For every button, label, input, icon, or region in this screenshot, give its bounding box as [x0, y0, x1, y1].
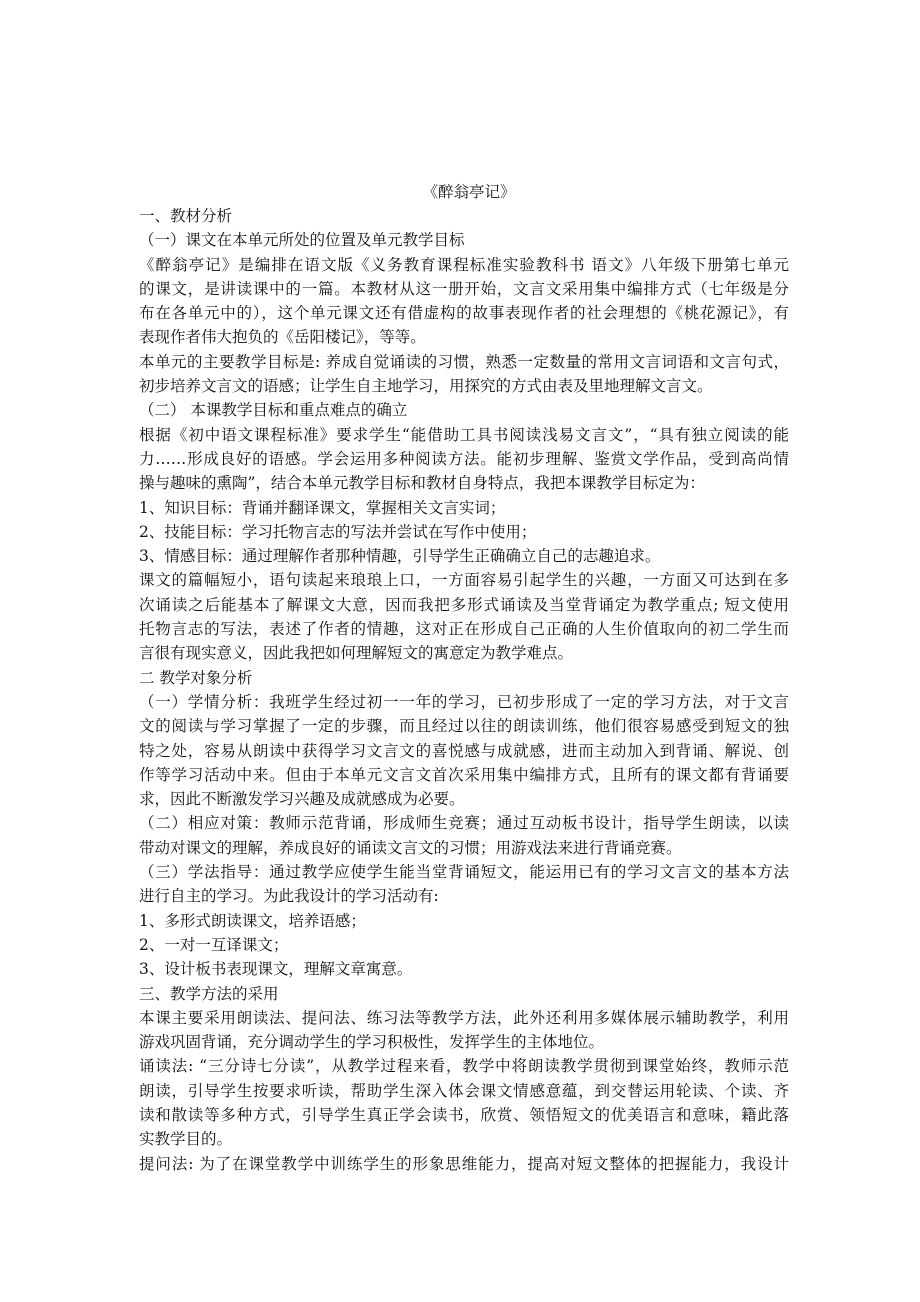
- text-line: （三）学法指导：通过教学应使学生能当堂背诵短文，能运用已有的学习文言文的基本方法: [139, 863, 789, 882]
- text-line: 诵读法: “三分诗七分读”，从教学过程来看，教学中将朗读教学贯彻到课堂始终，教师示范: [139, 1057, 789, 1076]
- text-line: 进行自主的学习。为此我设计的学习活动有:: [139, 887, 439, 906]
- document-body: [139, 180, 789, 1176]
- text-line: 1、知识目标：背诵并翻译课文，掌握相关文言实词；: [139, 498, 506, 517]
- text-line: 初步培养文言文的语感；让学生自主地学习，用探究的方式由表及里地理解文言文。: [139, 377, 713, 396]
- text-line: 3、情感目标：通过理解作者那种情趣，引导学生正确确立自己的志趣追求。: [139, 547, 661, 566]
- text-line: 带动对课文的理解，养成良好的诵读文言文的习惯；用游戏法来进行背诵竞赛。: [139, 838, 682, 857]
- text-line: 文的阅读与学习掌握了一定的步骤，而且经过以往的朗读训练，他们很容易感受到短文的独: [139, 717, 789, 736]
- text-line: 二 教学对象分析: [139, 668, 253, 687]
- text-line: 三、教学方法的采用: [139, 984, 279, 1003]
- text-line: （一）学情分析：我班学生经过初一一年的学习，已初步形成了一定的学习方法，对于文言: [139, 692, 789, 711]
- text-line: 力……形成良好的语感。学会运用多种阅读方法。能初步理解、鉴赏文学作品，受到高尚情: [139, 449, 789, 468]
- text-line: 求，因此不断激发学习兴趣及成就感成为必要。: [139, 790, 465, 809]
- document-title: 《醉翁亭记》: [422, 183, 516, 201]
- text-line: （二） 本课教学目标和重点难点的确立: [139, 401, 408, 420]
- text-line: 的课文，是讲读课中的一篇。本教材从这一册开始，文言文采用集中编排方式（七年级是分: [139, 279, 789, 298]
- text-line: 实教学目的。: [139, 1130, 233, 1149]
- text-line: 1、多形式朗读课文，培养语感；: [139, 911, 366, 930]
- text-line: 次诵读之后能基本了解课文大意，因而我把多形式诵读及当堂背诵定为教学重点; 短文使用: [139, 595, 789, 614]
- text-line: 作等学习活动中来。但由于本单元文言文首次采用集中编排方式，且所有的课文都有背诵要: [139, 765, 789, 784]
- text-line: 布在各单元中的），这个单元课文还有借虚构的故事表现作者的社会理想的《桃花源记》，有: [139, 304, 789, 323]
- text-line: 特之处，容易从朗读中获得学习文言文的喜悦感与成就感，进而主动加入到背诵、解说、创: [139, 741, 789, 760]
- text-line: 表现作者伟大抱负的《岳阳楼记》，等等。: [139, 328, 426, 347]
- text-line: 言很有现实意义，因此我把如何理解短文的寓意定为教学难点。: [139, 644, 574, 663]
- text-line: 3、设计板书表现课文，理解文章寓意。: [139, 960, 413, 979]
- text-line: 读和散读等多种方式，引导学生真正学会读书，欣赏、领悟短文的优美语言和意味，籍此落: [139, 1105, 789, 1124]
- text-line: 2、技能目标：学习托物言志的写法并尝试在写作中使用；: [139, 522, 537, 541]
- text-line: 根据《初中语文课程标准》要求学生“能借助工具书阅读浅易文言文”，“具有独立阅读的能: [139, 425, 789, 444]
- text-line: 托物言志的写法，表述了作者的情趣，这对正在形成自己正确的人生价值取向的初二学生而: [139, 620, 789, 639]
- text-line: 操与趣味的熏陶”，结合本单元教学目标和教材自身特点，我把本课教学目标定为：: [139, 474, 705, 493]
- text-line: （二）相应对策：教师示范背诵，形成师生竞赛；通过互动板书设计，指导学生朗读，以读: [139, 814, 789, 833]
- text-line: 朗读，引导学生按要求听读，帮助学生深入体会课文情感意蕴，到交替运用轮读、个读、齐: [139, 1081, 789, 1100]
- text-line: 课文的篇幅短小，语句读起来琅琅上口，一方面容易引起学生的兴趣，一方面又可达到在多: [139, 571, 789, 590]
- text-line: 2、一对一互译课文；: [139, 935, 289, 954]
- text-line: 一、教材分析: [139, 207, 233, 225]
- text-line: 本单元的主要教学目标是: 养成自觉诵读的习惯，熟悉一定数量的常用文言词语和文言句式，: [139, 352, 789, 371]
- paragraph-lines: [139, 204, 789, 1176]
- text-line: 提问法: 为了在课堂教学中训练学生的形象思维能力，提高对短文整体的把握能力，我设计: [139, 1154, 789, 1173]
- text-line: 本课主要采用朗读法、提问法、练习法等教学方法，此外还利用多媒体展示辅助教学，利用: [139, 1008, 789, 1027]
- text-line: 游戏巩固背诵，充分调动学生的学习积极性，发挥学生的主体地位。: [139, 1033, 605, 1052]
- text-line: （一）课文在本单元所处的位置及单元教学目标: [139, 231, 465, 250]
- text-line: 《醉翁亭记》是编排在语文版《义务教育课程标准实验教科书 语文》八年级下册第七单元: [139, 255, 789, 274]
